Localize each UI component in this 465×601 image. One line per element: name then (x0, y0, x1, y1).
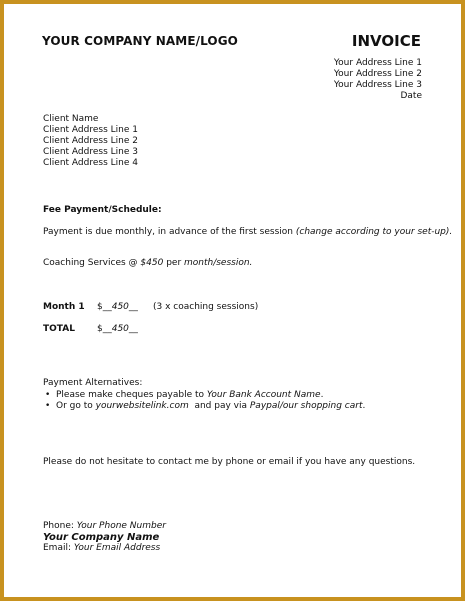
list-item (43, 390, 365, 401)
month-note: (3 x coaching sessions) (153, 302, 259, 312)
website-link[interactable]: yourwebsitelink.com (95, 401, 189, 411)
client-address-line: Client Address Line 4 (43, 158, 138, 168)
client-address-line: Client Address Line 2 (43, 136, 138, 146)
bullet-icon: • (45, 401, 51, 411)
address-line: Your Address Line 3 (333, 80, 422, 90)
client-address-line: Client Address Line 3 (43, 147, 138, 157)
amount-value: 450 (111, 324, 129, 334)
list-item (43, 401, 365, 412)
address-line: Your Address Line 1 (333, 58, 422, 68)
amount-suffix: __ (128, 302, 138, 312)
payment-alternatives-list (43, 390, 365, 412)
invoice-date: Date (400, 91, 422, 101)
invoice-title: INVOICE (351, 32, 421, 50)
contact-block (43, 521, 166, 554)
month-row (43, 302, 258, 312)
total-label: TOTAL (43, 324, 75, 334)
total-row (43, 324, 153, 334)
phone-number: Your Phone Number (76, 521, 166, 531)
fee-text-main: Payment is due monthly, in advance of the first session (43, 227, 296, 237)
amount-value: 450 (111, 302, 129, 312)
client-address-line: Client Address Line 1 (43, 125, 138, 135)
closing-note: Please do not hesitate to contact me by phone or email if you have any questions. (43, 457, 416, 467)
contact-company-name: Your Company Name (43, 532, 160, 543)
amount-suffix: __ (128, 324, 138, 334)
amount-prefix: $__ (97, 324, 112, 334)
phone-line (43, 521, 166, 532)
amount-prefix: $__ (97, 302, 112, 312)
paypal-cart: Paypal/our shopping cart (249, 401, 363, 411)
sender-address (334, 58, 422, 102)
fee-schedule-heading: Fee Payment/Schedule: (43, 205, 162, 215)
fee-schedule-text (43, 227, 452, 237)
fee-text-note: (change according to your set-up). (295, 227, 453, 237)
item-end: . (320, 390, 324, 400)
total-amount (97, 324, 153, 334)
service-prefix: Coaching Services @ (43, 258, 141, 268)
address-line: Your Address Line 2 (333, 69, 422, 79)
bank-account-name: Your Bank Account Name (206, 390, 321, 400)
bullet-icon: • (45, 390, 51, 400)
service-rate-line (43, 258, 252, 268)
item-text: Or go to (56, 401, 96, 411)
email-label: Email: (43, 543, 74, 553)
company-name-logo: YOUR COMPANY NAME/LOGO (42, 34, 238, 48)
phone-label: Phone: (43, 521, 77, 531)
service-rate: $450 (140, 258, 164, 268)
month-label: Month 1 (43, 302, 85, 312)
email-address: Your Email Address (73, 543, 161, 553)
item-end: . (362, 401, 366, 411)
item-text: Please make cheques payable to (56, 390, 207, 400)
item-mid: and pay via (188, 401, 250, 411)
service-unit: month/session. (184, 258, 253, 268)
email-line (43, 543, 166, 554)
payment-alternatives-heading: Payment Alternatives: (43, 378, 143, 388)
service-mid: per (163, 258, 184, 268)
client-name: Client Name (43, 114, 99, 124)
month-amount (97, 302, 153, 312)
client-block (43, 114, 138, 169)
